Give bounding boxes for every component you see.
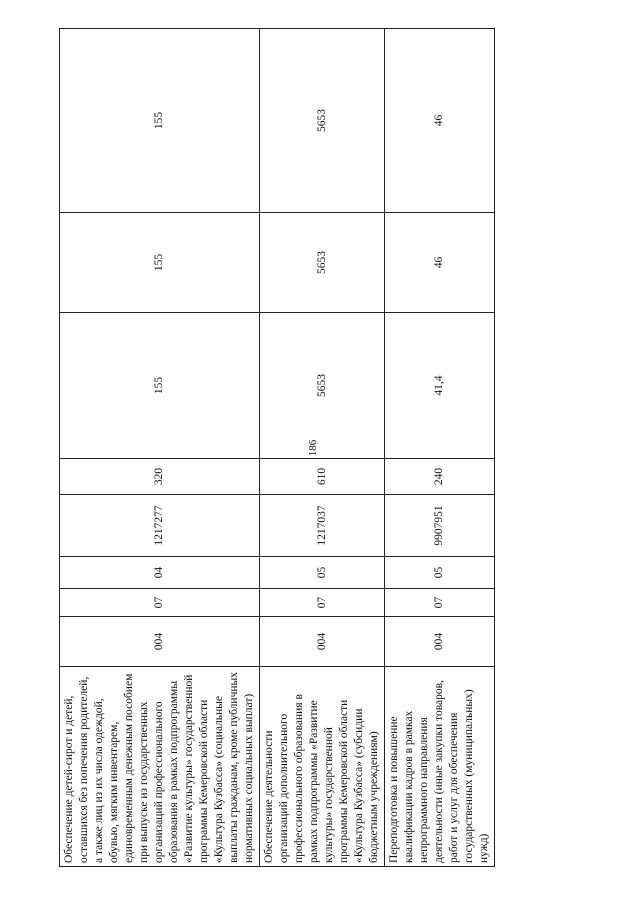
budget-table-rotated [59, 29, 490, 867]
page-number: 186 [307, 439, 319, 457]
expense-type: 320 [60, 459, 260, 495]
ministry-code: 004 [260, 617, 385, 667]
budget-table [59, 28, 495, 867]
expense-type: 610 [260, 459, 385, 495]
target-article: 1217037 [260, 495, 385, 557]
amount-1: 5653 [260, 313, 385, 459]
amount-2: 46 [385, 213, 495, 313]
subsection-code: 04 [60, 557, 260, 589]
section-code: 07 [260, 589, 385, 617]
table-row [260, 29, 385, 867]
row-description: Обеспечение деятельности организаций дополнительного профессионального образования в рамках подпрограммы «Развитие культуры» государственной программы Кемеровской области «Культура Кузбасса» (субсидии бюджетным учреждениям) [260, 667, 385, 867]
amount-3: 46 [385, 29, 495, 213]
section-code: 07 [60, 589, 260, 617]
row-description: Обеспечение детей-сирот и детей, оставшихся без попечения родителей, а также лиц из их числа одеждой, обувью, мягким инвентарем, единовременным денежным пособием при выпуске из государственных организаций профессионального образования в рамках подпрограммы «Развитие культуры» государственной программы Кемеровской области «Культура Кузбасса» (социальные выплаты гражданам, кроме публичных нормативных социальных выплат) [60, 667, 260, 867]
section-code: 07 [385, 589, 495, 617]
amount-3: 155 [60, 29, 260, 213]
table-row [385, 29, 495, 867]
amount-1: 155 [60, 313, 260, 459]
amount-2: 5653 [260, 213, 385, 313]
table-row [60, 29, 260, 867]
subsection-code: 05 [260, 557, 385, 589]
amount-1: 41,4 [385, 313, 495, 459]
expense-type: 240 [385, 459, 495, 495]
ministry-code: 004 [385, 617, 495, 667]
subsection-code: 05 [385, 557, 495, 589]
amount-3: 5653 [260, 29, 385, 213]
amount-2: 155 [60, 213, 260, 313]
target-article: 1217277 [60, 495, 260, 557]
ministry-code: 004 [60, 617, 260, 667]
row-description: Переподготовка и повышение квалификации кадров в рамках непрограммного направления деятельности (иные закупки товаров, работ и услуг для обеспечения государственных (муниципальных) нужд) [385, 667, 495, 867]
target-article: 9907951 [385, 495, 495, 557]
